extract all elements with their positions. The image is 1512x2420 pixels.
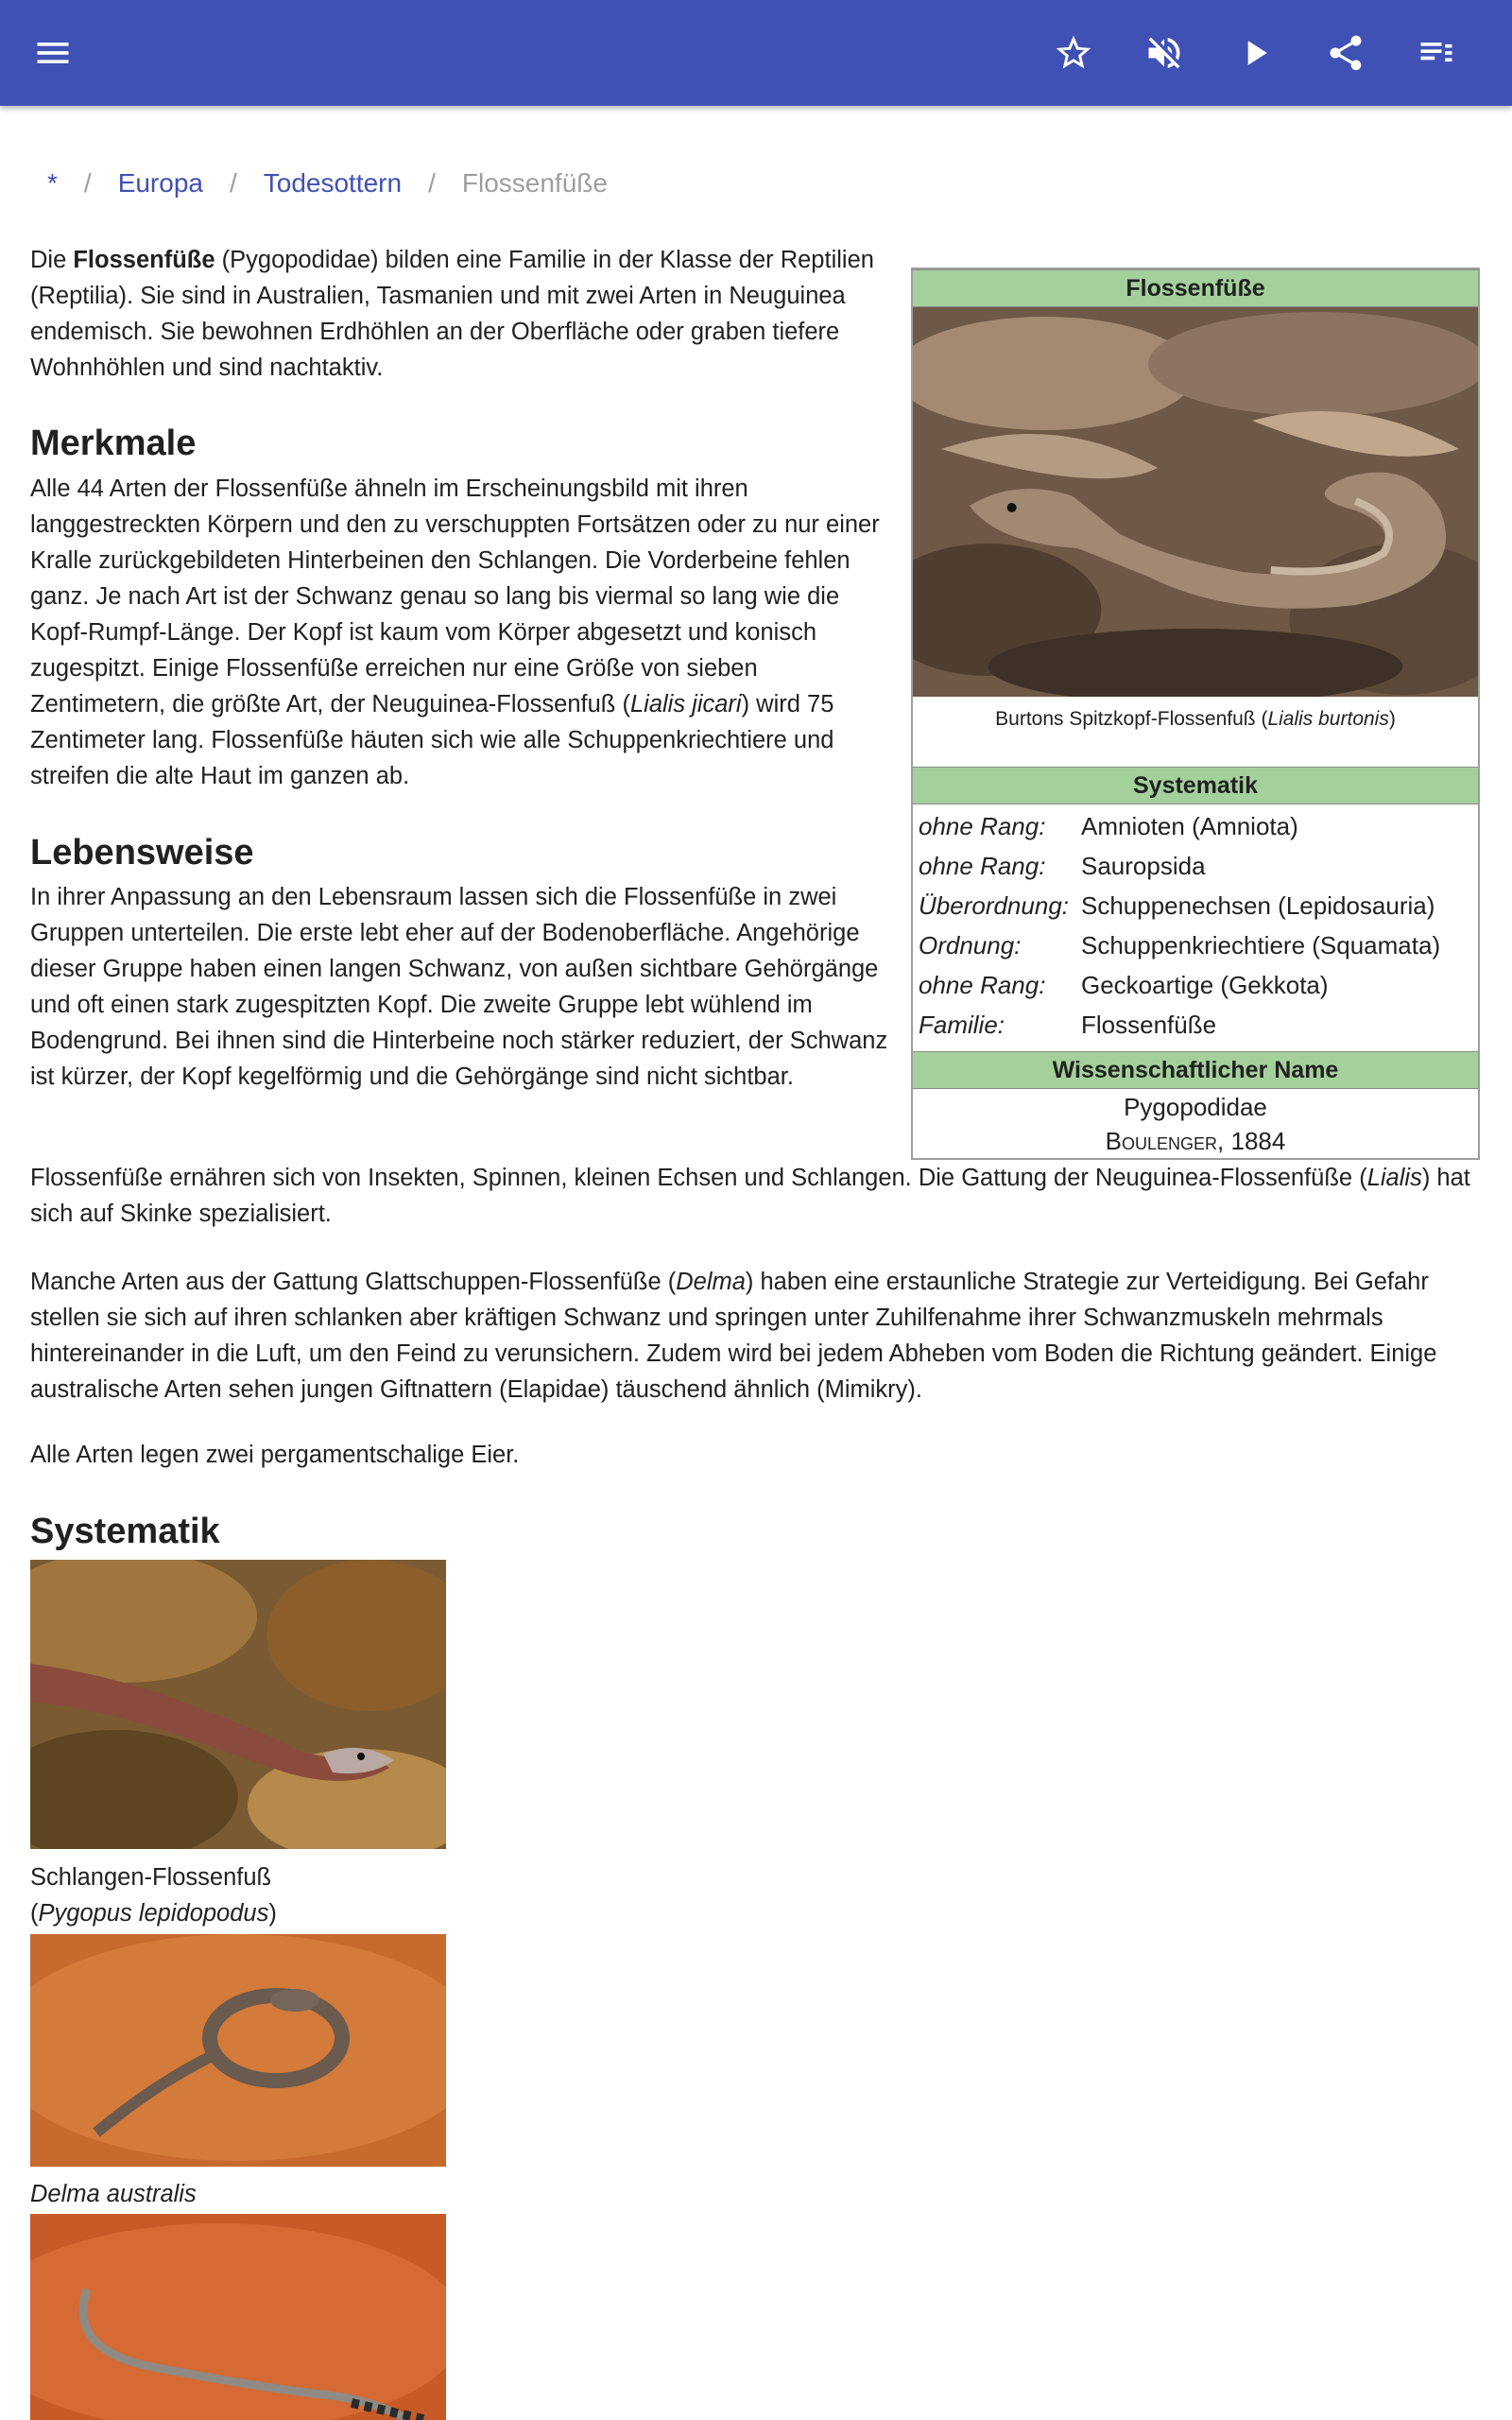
menu-icon[interactable] bbox=[23, 23, 83, 83]
lebensweise-paragraph-2 bbox=[30, 1160, 1476, 1232]
caption-italic: Delma australis bbox=[30, 2181, 197, 2207]
breadcrumb-europa[interactable]: Europa bbox=[117, 168, 203, 198]
taxobox-photo-caption bbox=[913, 706, 1478, 733]
taxobox bbox=[911, 268, 1480, 1160]
volume-off-icon[interactable] bbox=[1134, 23, 1194, 83]
taxobox-taxon[interactable]: Geckoartige (Gekkota) bbox=[1081, 971, 1329, 999]
lebensweise-text: ) haben eine erstaunliche Strategie zur Verteidigung. Bei Gefahr stellen sie sich auf ihren schlanken aber kräftigen Schwanz und springen unter Zuhilfenahme ihrer Schwanzmuskeln mehrmals hintereinander in die Luft, um den Feind zu verunsichern. Zudem wird bei jedem Abheben vom Boden die Richtung geändert. Einige australische Arten sehen jungen Giftnattern (Elapidae) täuschend ähnlich (Mimikry). bbox=[30, 1269, 1437, 1403]
caption-italic: Pygopus lepidopodus bbox=[38, 1900, 269, 1927]
intro-bold-term: Flossenfüße bbox=[73, 247, 215, 273]
lebensweise-paragraph-1: In ihrer Anpassung an den Lebensraum lassen sich die Flossenfüße in zwei Gruppen unterteilen. Die erste lebt eher auf der Bodenoberfläche. Angehörige dieser Gruppe haben einen langen Schwanz, von außen sichtbare Gehörgänge und oft einen stark zugespitzten Kopf. Die zweite Gruppe lebt wühlend im Bodengrund. Bei ihnen sind die Hinterbeine noch stärker reduziert, der Schwanz ist kürzer, der Kopf kegelförmig und die Gehörgänge sind nicht sichtbar. bbox=[30, 884, 888, 1090]
taxobox-year: , 1884 bbox=[1217, 1127, 1286, 1155]
taxobox-scientific-name-header: Wissenschaftlicher Name bbox=[913, 1051, 1478, 1089]
breadcrumb-separator: / bbox=[83, 168, 92, 198]
caption-text: ) bbox=[268, 1900, 277, 1927]
breadcrumb-todesottern[interactable]: Todesottern bbox=[263, 168, 403, 198]
section-heading-systematik: Systematik bbox=[30, 1512, 220, 1551]
lebensweise-italic: Lialis bbox=[1366, 1165, 1422, 1191]
intro-text: Die bbox=[30, 247, 74, 273]
list-icon[interactable] bbox=[1406, 23, 1467, 83]
taxobox-photo bbox=[913, 307, 1478, 697]
taxobox-taxon[interactable]: Schuppenkriechtiere (Squamata) bbox=[1081, 931, 1441, 959]
taxobox-rank: ohne Rang: bbox=[919, 971, 1046, 999]
breadcrumb-current: Flossenfüße bbox=[461, 168, 608, 198]
lebensweise-text: Manche Arten aus der Gattung Glattschuppen-Flossenfüße ( bbox=[30, 1269, 677, 1295]
merkmale-paragraph bbox=[30, 471, 895, 794]
lebensweise-paragraph-4: Alle Arten legen zwei pergamentschalige Eier. bbox=[30, 1442, 520, 1468]
star-icon[interactable] bbox=[1043, 23, 1104, 83]
gallery-caption-delma bbox=[30, 2176, 446, 2212]
gallery-caption-pygopus bbox=[30, 1859, 446, 1931]
taxobox-rank: ohne Rang: bbox=[919, 852, 1046, 880]
intro-paragraph bbox=[30, 242, 890, 386]
breadcrumb-separator: / bbox=[428, 168, 436, 198]
merkmale-text: Alle 44 Arten der Flossenfüße ähneln im Erscheinungsbild mit ihren langgestreckten Körpern und den zu verschuppten Fortsätzen oder zu nur einer Kralle zurückgebildeten Hinterbeinen den Schlangen. Die Vorderbeine fehlen ganz. Je nach Art ist der Schwanz genau so lang bis viermal so lang wie die Kopf-Rumpf-Länge. Der Kopf ist kaum vom Körper abgesetzt und konisch zugespitzt. Einige Flossenfüße erreichen nur eine Größe von sieben Zentimetern, die größte Art, der Neuguinea-Flossenfuß ( bbox=[30, 475, 880, 717]
play-icon[interactable] bbox=[1225, 23, 1285, 83]
caption-italic: Lialis burtonis bbox=[1267, 708, 1389, 730]
taxobox-taxon: Flossenfüße bbox=[1081, 1011, 1217, 1039]
taxobox-title: Flossenfüße bbox=[913, 269, 1478, 307]
taxobox-scientific-name: Pygopodidae bbox=[1124, 1093, 1267, 1121]
breadcrumb-separator: / bbox=[229, 168, 237, 198]
gallery-image-delma[interactable] bbox=[30, 1934, 446, 2167]
caption-text: Schlangen-Flossenfuß bbox=[30, 1864, 272, 1891]
taxobox-rank: Familie: bbox=[919, 1011, 1005, 1039]
section-heading-lebensweise: Lebensweise bbox=[30, 833, 254, 873]
caption-text: ) bbox=[1388, 708, 1396, 730]
caption-text: Burtons Spitzkopf-Flossenfuß ( bbox=[995, 708, 1268, 730]
taxobox-rank: Überordnung: bbox=[919, 891, 1069, 920]
app-bar bbox=[0, 0, 1512, 106]
merkmale-text: ) wird 75 Zentimeter lang. Flossenfüße häuten sich wie alle Schuppenkriechtiere und streifen die alte Haut im ganzen ab. bbox=[30, 691, 834, 789]
lebensweise-text: Flossenfüße ernähren sich von Insekten, Spinnen, kleinen Echsen und Schlangen. Die Gattung der Neuguinea-Flossenfüße ( bbox=[30, 1165, 1367, 1191]
share-icon[interactable] bbox=[1315, 23, 1376, 83]
merkmale-italic: Lialis jicari bbox=[629, 691, 742, 717]
breadcrumb-root[interactable]: * bbox=[47, 168, 58, 198]
lebensweise-paragraph-3 bbox=[30, 1264, 1481, 1408]
taxobox-systematik-header: Systematik bbox=[913, 767, 1478, 804]
section-heading-merkmale: Merkmale bbox=[30, 424, 197, 463]
lebensweise-text: ) hat sich auf Skinke spezialisiert. bbox=[30, 1165, 1470, 1227]
taxobox-author[interactable]: Boulenger bbox=[1105, 1127, 1218, 1155]
gallery-image-3[interactable] bbox=[30, 2214, 446, 2420]
intro-text: (Pygopodidae) bilden eine Familie in der Klasse der Reptilien (Reptilia). Sie sind in Australien, Tasmanien und mit zwei Arten in Neuguinea endemisch. Sie bewohnen Erdhöhlen an der Oberfläche oder graben tiefere Wohnhöhlen und sind nachtaktiv. bbox=[30, 247, 874, 381]
taxobox-authority bbox=[913, 1124, 1478, 1158]
breadcrumb bbox=[47, 168, 608, 199]
taxobox-taxon[interactable]: Amnioten (Amniota) bbox=[1081, 812, 1298, 840]
caption-text: ( bbox=[30, 1900, 39, 1927]
taxobox-rank: ohne Rang: bbox=[919, 812, 1046, 840]
taxobox-rank: Ordnung: bbox=[919, 931, 1022, 959]
lebensweise-italic: Delma bbox=[676, 1269, 746, 1295]
taxobox-taxon[interactable]: Schuppenechsen (Lepidosauria) bbox=[1081, 891, 1435, 920]
taxobox-taxon[interactable]: Sauropsida bbox=[1081, 852, 1206, 880]
gallery-image-pygopus[interactable] bbox=[30, 1560, 446, 1849]
